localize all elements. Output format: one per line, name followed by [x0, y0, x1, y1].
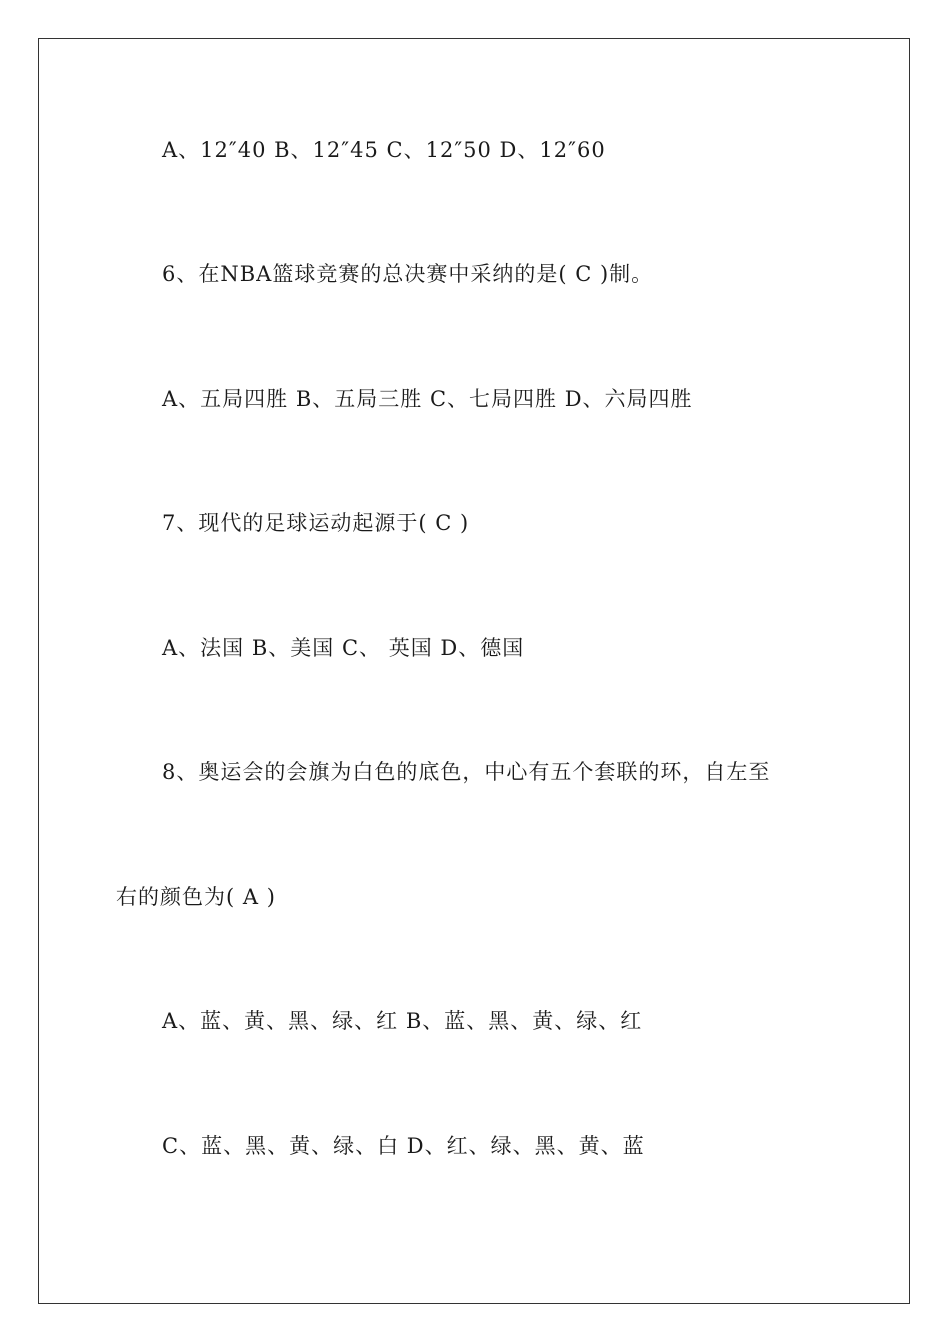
q8-question-line2: 右的颜色为( A ): [116, 885, 276, 909]
q7-question: 7、现代的足球运动起源于( C ): [162, 511, 470, 535]
q5-options: A、12″40 B、12″45 C、12″50 D、12″60: [162, 138, 606, 162]
page-frame: [38, 38, 910, 1304]
q8-question-line1: 8、奥运会的会旗为白色的底色，中心有五个套联的环，自左至: [162, 760, 771, 784]
q8-options-ab: A、蓝、黄、黑、绿、红 B、蓝、黑、黄、绿、红: [162, 1009, 643, 1033]
q6-options: A、五局四胜 B、五局三胜 C、七局四胜 D、六局四胜: [162, 387, 693, 411]
q7-options: A、法国 B、美国 C、 英国 D、德国: [162, 636, 525, 660]
q6-question: 6、在NBA篮球竞赛的总决赛中采纳的是( C )制。: [162, 262, 654, 286]
q8-options-cd: C、蓝、黑、黄、绿、白 D、红、绿、黑、黄、蓝: [162, 1134, 645, 1158]
